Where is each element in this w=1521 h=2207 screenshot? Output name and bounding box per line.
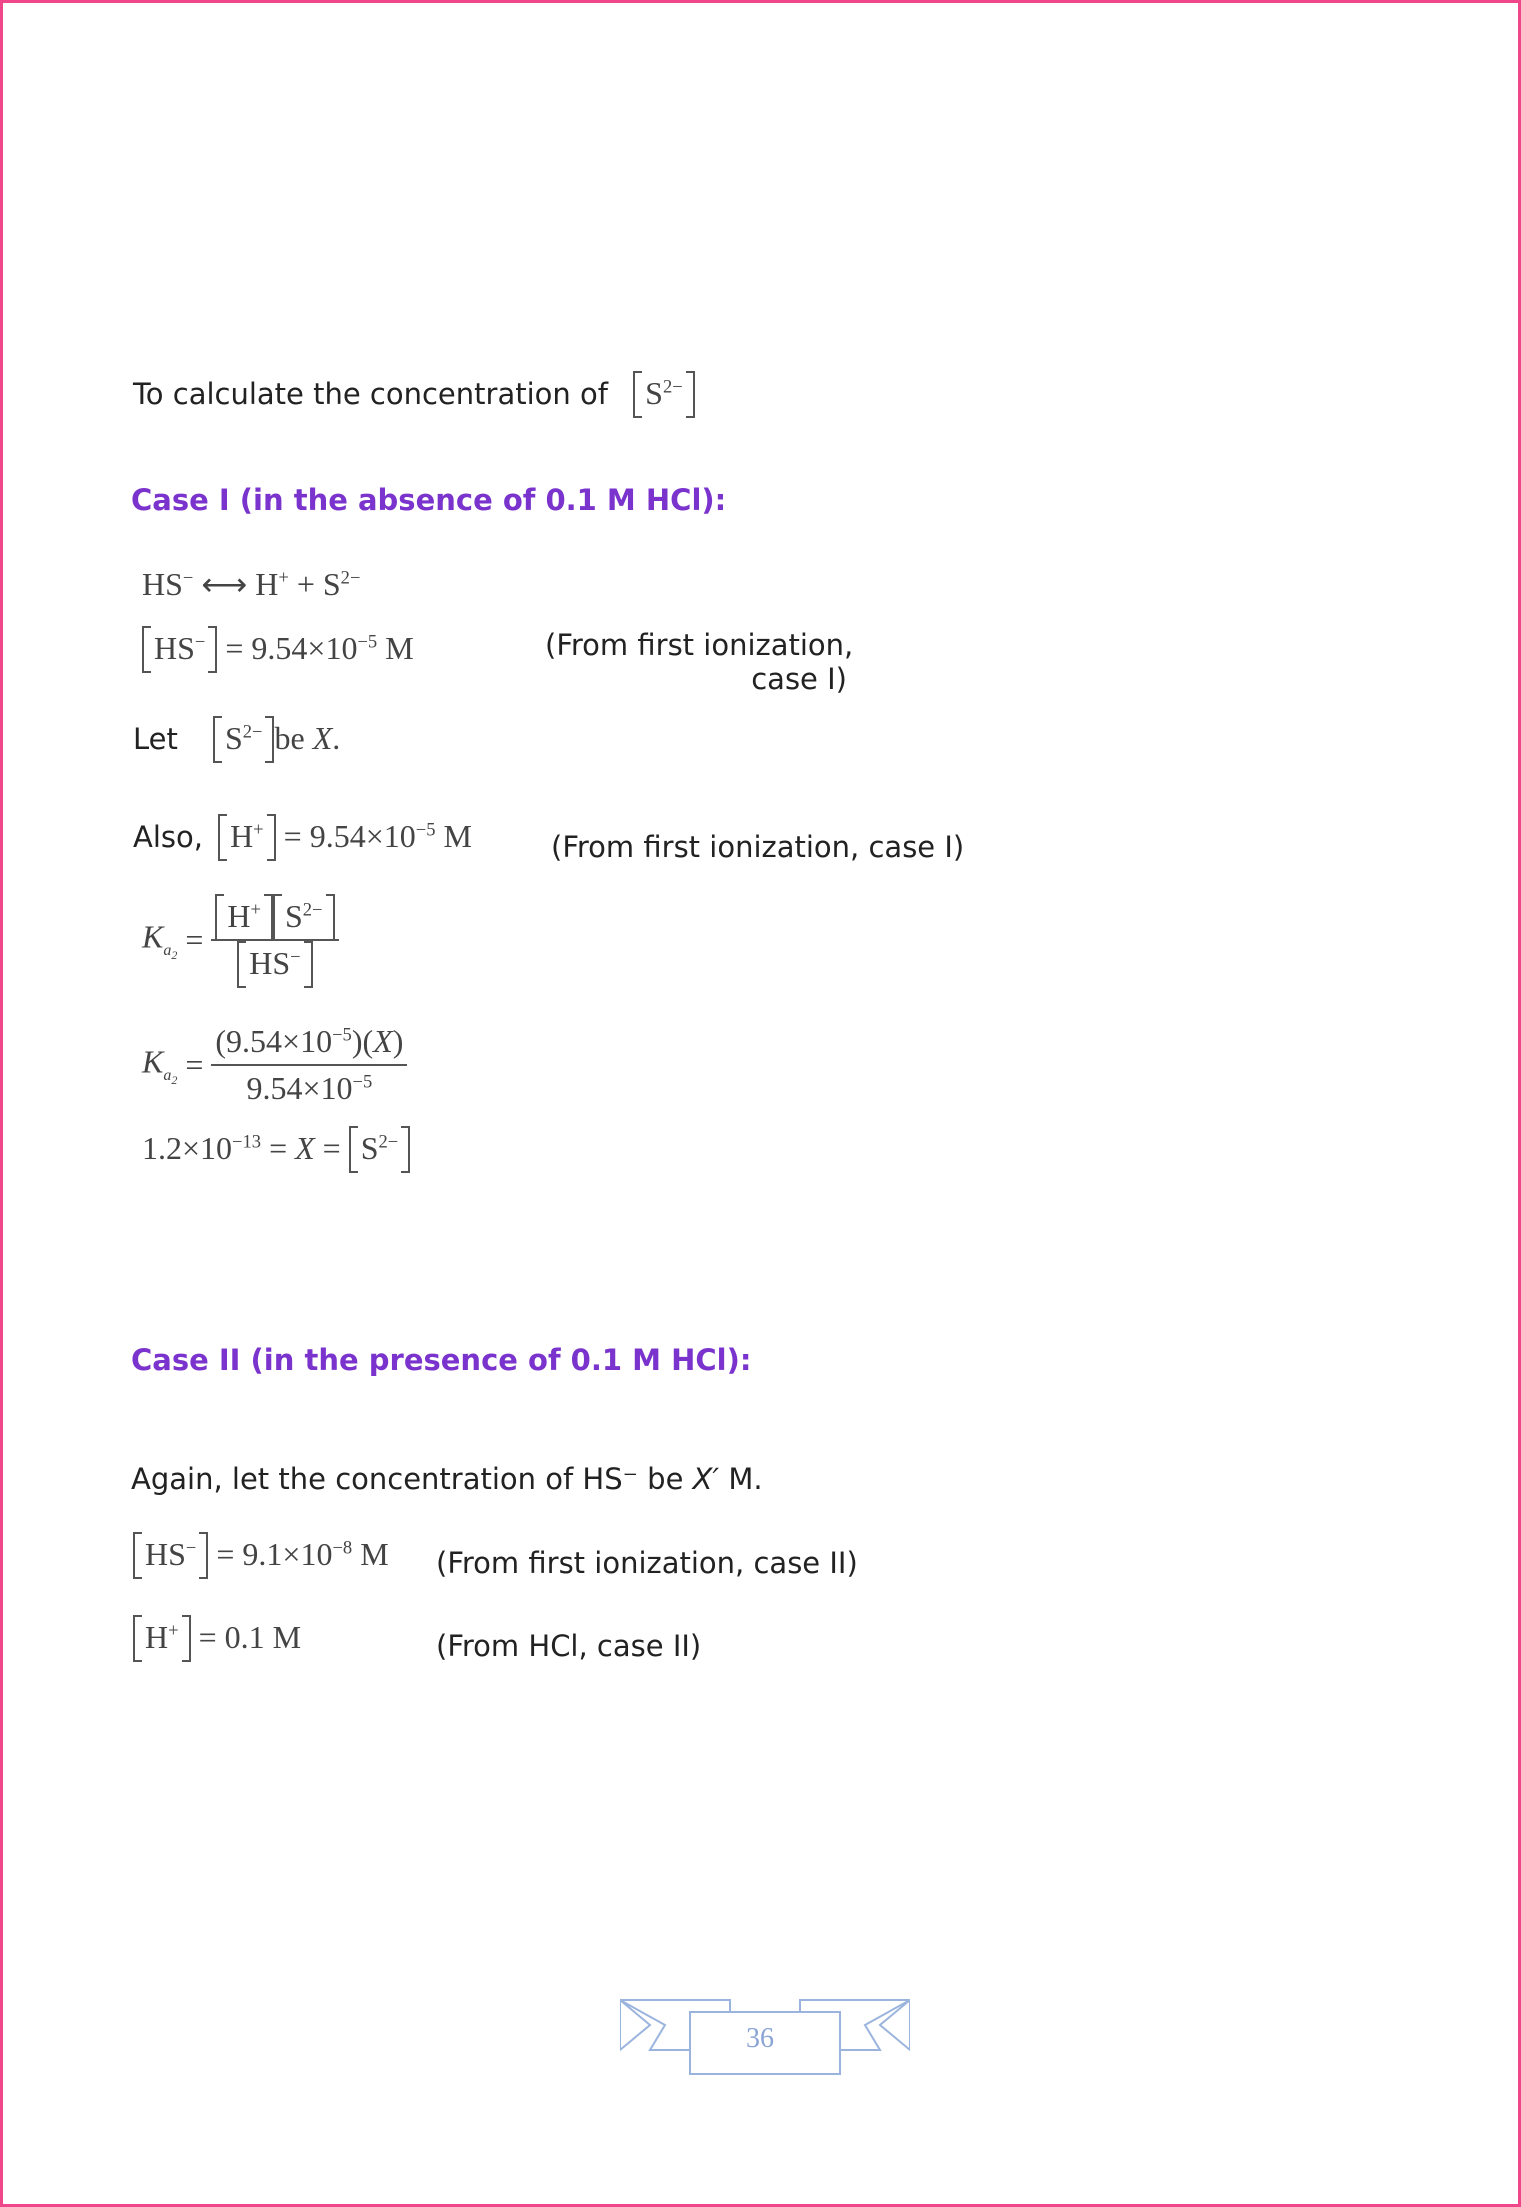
again-var: X′ [692, 1462, 720, 1496]
intro-label: To calculate the concentration of [133, 377, 608, 411]
case1-let-line: Let $S^{2-}$ be X. [133, 720, 340, 757]
case1-heading: Case I (in the absence of 0.1 M HCl): [131, 483, 727, 517]
also-label: Also, [133, 820, 203, 854]
case1-note1-line1: (From first ionization, [545, 628, 854, 662]
case1-note2: (From first ionization, case I) [551, 830, 965, 864]
case2-note2: (From HCl, case II) [436, 1629, 702, 1663]
case1-reaction: HS− ⟷ $H^+ + S^{2-}$ [142, 566, 361, 602]
case2-again-line [131, 1462, 763, 1496]
case1-hs-equation: HS− = $9.54\times 10^{-5}$ M [142, 630, 414, 667]
case2-heading: Case II (in the presence of 0.1 M HCl): [131, 1343, 752, 1377]
let-label: Let [133, 722, 178, 756]
intro-text [133, 375, 695, 412]
let-var: X [312, 720, 333, 756]
case1-note1 [545, 628, 854, 696]
ka2-expression: $K_{a_2}$ = H+ $S^{2-}$ HS− [142, 898, 339, 982]
page-number: 36 [746, 2023, 774, 2054]
case2-note1: (From first ionization, case II) [436, 1546, 858, 1580]
intro-formula: $S^{2-}$ [633, 375, 695, 411]
again-text: Again, let the concentration of HS⁻ be [131, 1462, 684, 1496]
case2-hs-equation: HS− = $9.1\times 10^{-8}$ M [133, 1536, 389, 1573]
again-unit: M. [728, 1462, 763, 1496]
case1-note1-line2: case I) [751, 662, 847, 696]
case2-h-equation: H+ = 0.1 M [133, 1619, 301, 1656]
ka2-substitution: $K_{a_2}$ = $\frac{(9.54\times 10^{-5})(X)}{9.54\times 10^{-5}}$ [142, 1023, 407, 1107]
let-be: be [274, 720, 305, 756]
case1-result: $1.2\times 10^{-13} = X$ = $S^{2-}$ [142, 1130, 410, 1167]
case1-also-line: Also, H+ = $9.54\times 10^{-5}$ M [133, 818, 472, 855]
